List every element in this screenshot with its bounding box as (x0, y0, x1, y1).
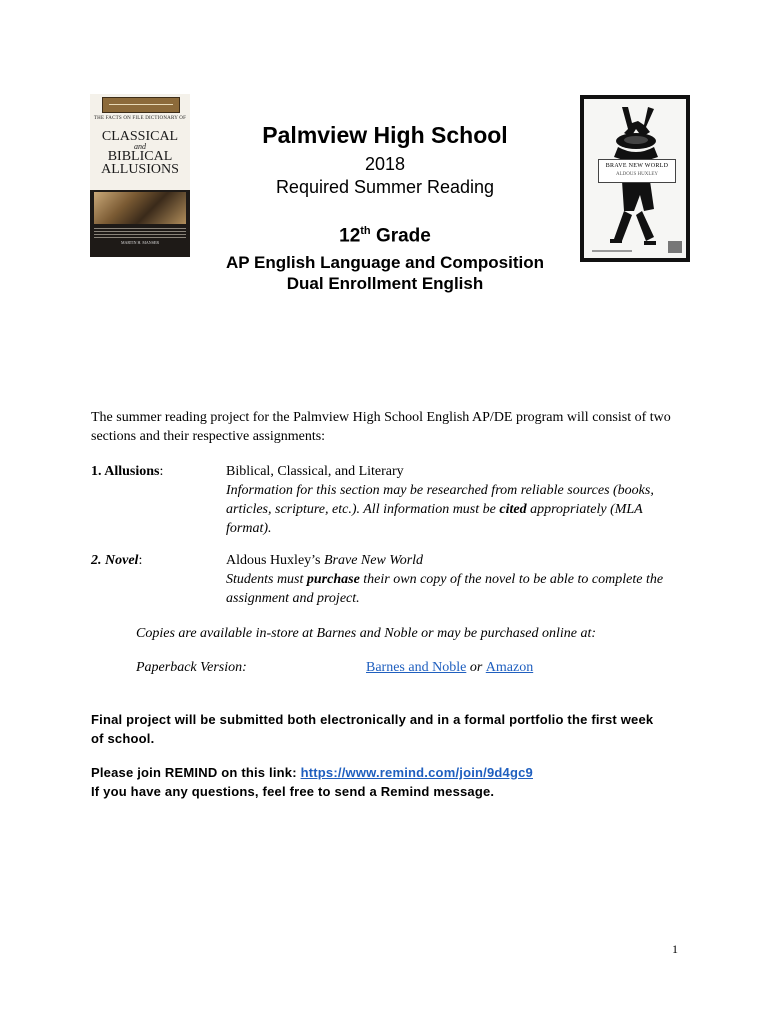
novel-note-bold: purchase (306, 572, 360, 587)
cover-book-title: BRAVE NEW WORLD (605, 163, 669, 169)
cover-facts-line: THE FACTS ON FILE DICTIONARY OF (93, 116, 187, 121)
novel-note-b: their own copy of the novel to be able to complete the assignment and project. (226, 572, 664, 606)
allusions-label-text: 1. Allusions (91, 464, 160, 479)
subtitle: Required Summer Reading (275, 177, 495, 197)
cover-title-line3: ALLUSIONS (101, 162, 179, 177)
novel-note (226, 570, 686, 608)
page-number: 1 (672, 942, 678, 956)
link-separator: or (466, 660, 486, 675)
novel-author: Aldous Huxley’s (226, 553, 324, 568)
section-novel-label (91, 551, 142, 570)
novel-label-text: 2. Novel (91, 553, 139, 568)
allusions-note-b: appropriately (MLA format). (226, 502, 643, 536)
paperback-label: Paperback Version: (136, 660, 247, 675)
amazon-link[interactable]: Amazon (485, 660, 534, 675)
cover-title-line1: CLASSICAL (101, 129, 179, 144)
allusions-note-bold: cited (499, 502, 527, 517)
final-project-notice: Final project will be submitted both electronically and in a formal portfolio the first week of school. (91, 712, 654, 746)
allusions-colon: : (159, 464, 164, 479)
barnes-and-noble-link[interactable]: Barnes and Noble (366, 660, 467, 675)
copies-availability: Copies are available in-store at Barnes and Noble or may be purchased online at: (136, 626, 596, 641)
publisher-badge (102, 97, 180, 113)
cover-title-and: and (134, 142, 146, 151)
remind-link[interactable]: https://www.remind.com/join/9d4gc9 (300, 765, 533, 780)
remind-join-line (91, 763, 691, 782)
remind-questions: If you have any questions, feel free to send a Remind message. (91, 784, 495, 799)
cover-title-line2: BIBLICAL (107, 149, 173, 164)
purchase-links (366, 658, 533, 677)
allusions-topic: Biblical, Classical, and Literary (226, 464, 404, 479)
allusions-note-a: Information for this section may be researched from reliable sources (books, articles, scripture, etc.). All information must be (226, 483, 654, 517)
novel-colon: : (138, 553, 143, 568)
cover-authors: MARTIN H. MANSER (120, 240, 160, 245)
course-de: Dual Enrollment English (286, 274, 484, 293)
intro-paragraph: The summer reading project for the Palmview High School English AP/DE program will consist of two sections and their respective assignments: (91, 410, 671, 444)
course-ap: AP English Language and Composition (226, 253, 544, 272)
novel-book-title: Brave New World (324, 553, 424, 568)
section-allusions-label (91, 462, 163, 481)
remind-prefix: Please join REMIND on this link: (91, 765, 301, 780)
year: 2018 (364, 154, 406, 174)
grade-heading (0, 225, 770, 247)
grade-number: 12 (339, 225, 361, 247)
grade-word: Grade (375, 225, 431, 247)
allusions-note (226, 481, 686, 538)
cover-book-author: ALDOUS HUXLEY (615, 172, 659, 177)
grade-suffix: th (360, 225, 371, 237)
school-name: Palmview High School (262, 122, 508, 148)
novel-note-a: Students must (226, 572, 307, 587)
novel-title-line (226, 551, 686, 570)
